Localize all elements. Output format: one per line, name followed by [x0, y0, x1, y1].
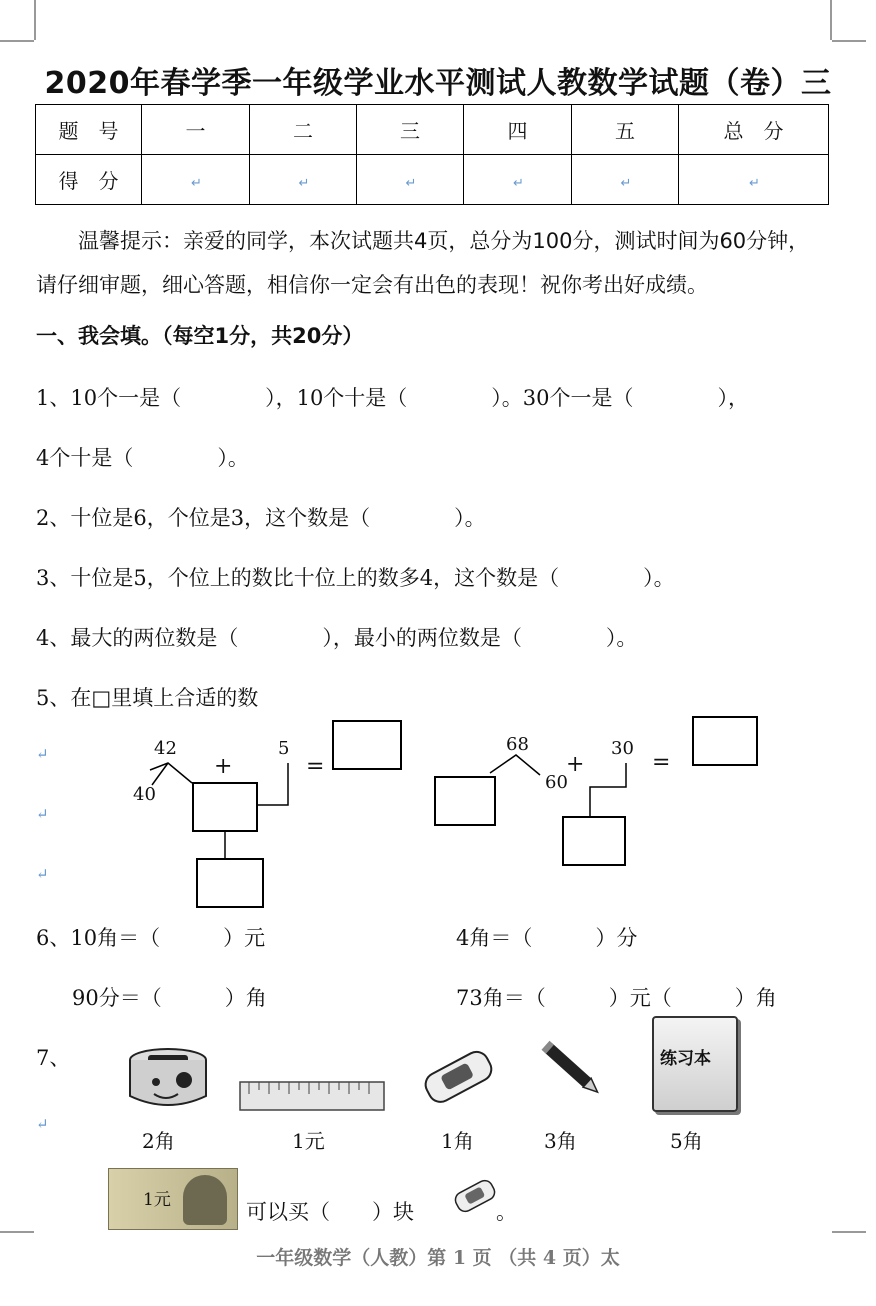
price-label: 5角 — [670, 1129, 703, 1153]
bond-left-top: 42 — [154, 738, 177, 759]
question-7-end: 。 — [496, 1200, 517, 1224]
question-5: 5、在□里填上合适的数 — [36, 686, 259, 710]
pencil-sharpener-icon — [126, 1046, 210, 1112]
answer-box[interactable] — [196, 858, 264, 908]
question-1b: 4个十是（ ）。 — [36, 446, 249, 470]
answer-box[interactable] — [562, 816, 626, 866]
bond-left-split: 40 — [133, 784, 156, 805]
banknote-value: 1元 — [143, 1190, 171, 1210]
price-label: 1元 — [292, 1129, 325, 1153]
question-6b-left: 90分＝（ ）角 — [72, 986, 267, 1010]
question-7-text: 可以买（ ）块 — [246, 1200, 414, 1224]
page-footer: 一年级数学（人教）第 1 页 （共 4 页）太 — [256, 1247, 620, 1269]
hint-text-1: 温馨提示：亲爱的同学，本次试题共4页，总分为100分，测试时间为60分钟， — [78, 229, 810, 253]
eraser-icon — [418, 1042, 498, 1110]
bond-right-top: 68 — [506, 734, 529, 755]
score-header-cell: 四 — [464, 105, 572, 155]
score-header-cell: 总 分 — [679, 105, 829, 155]
score-header-row — [36, 105, 829, 155]
bond-left-addend: 5 — [278, 738, 290, 759]
score-header-cell: 一 — [142, 105, 250, 155]
score-input-cell[interactable]: ↵ — [250, 155, 357, 205]
score-header-cell: 五 — [572, 105, 679, 155]
bond-right-addend: 30 — [611, 738, 634, 759]
eraser-icon — [452, 1174, 498, 1218]
notebook-label: 练习本 — [660, 1049, 711, 1069]
banknote-icon — [108, 1168, 238, 1230]
score-input-cell[interactable]: ↵ — [679, 155, 829, 205]
return-mark: ↵ — [36, 745, 49, 763]
score-header-cell: 题 号 — [36, 105, 142, 155]
score-input-cell[interactable]: ↵ — [357, 155, 464, 205]
notebook-icon — [652, 1016, 738, 1112]
question-6a-left: 6、10角＝（ ）元 — [36, 926, 266, 950]
ruler-icon — [239, 1076, 385, 1112]
section-heading: 一、我会填。（每空1分，共20分） — [36, 324, 364, 348]
plus-sign: + — [214, 754, 233, 779]
answer-box[interactable] — [192, 782, 258, 832]
score-header-cell: 二 — [250, 105, 357, 155]
hint-text-2: 请仔细审题，细心答题，相信你一定会有出色的表现！祝你考出好成绩。 — [36, 273, 708, 297]
question-6b-right: 73角＝（ ）元（ ）角 — [456, 986, 777, 1010]
score-row-label: 得 分 — [36, 155, 142, 205]
portrait-icon — [183, 1175, 227, 1225]
score-input-cell[interactable]: ↵ — [464, 155, 572, 205]
question-6a-right: 4角＝（ ）分 — [456, 926, 638, 950]
return-mark: ↵ — [36, 1115, 49, 1133]
score-value-row — [36, 155, 829, 205]
price-label: 2角 — [142, 1129, 175, 1153]
score-input-cell[interactable]: ↵ — [142, 155, 250, 205]
equals-sign: = — [306, 754, 325, 779]
plus-sign: + — [566, 752, 585, 777]
answer-box[interactable] — [434, 776, 496, 826]
return-mark: ↵ — [36, 865, 49, 883]
score-input-cell[interactable]: ↵ — [572, 155, 679, 205]
answer-box[interactable] — [332, 720, 402, 770]
price-label: 3角 — [544, 1129, 577, 1153]
question-7: 7、 — [36, 1046, 71, 1070]
crop-mark-tr-v — [830, 0, 832, 40]
page-title: 2020年春学季一年级学业水平测试人教数学试题（卷）三 — [44, 66, 832, 101]
pencil-icon — [536, 1034, 610, 1106]
crop-mark-tl-h — [0, 40, 34, 42]
crop-mark-bl — [0, 1231, 34, 1233]
equals-sign: = — [652, 750, 671, 775]
score-table — [35, 104, 829, 205]
question-4: 4、最大的两位数是（ ），最小的两位数是（ ）。 — [36, 626, 638, 650]
crop-mark-tr-h — [832, 40, 866, 42]
crop-mark-tl-v — [34, 0, 36, 40]
question-1a: 1、10个一是（ ），10个十是（ ）。30个一是（ ）， — [36, 386, 750, 410]
question-3: 3、十位是5，个位上的数比十位上的数多4，这个数是（ ）。 — [36, 566, 675, 590]
score-header-cell: 三 — [357, 105, 464, 155]
bond-right-split: 60 — [545, 772, 568, 793]
answer-box[interactable] — [692, 716, 758, 766]
return-mark: ↵ — [36, 805, 49, 823]
question-2: 2、十位是6，个位是3，这个数是（ ）。 — [36, 506, 486, 530]
price-label: 1角 — [441, 1129, 474, 1153]
crop-mark-br — [832, 1231, 866, 1233]
